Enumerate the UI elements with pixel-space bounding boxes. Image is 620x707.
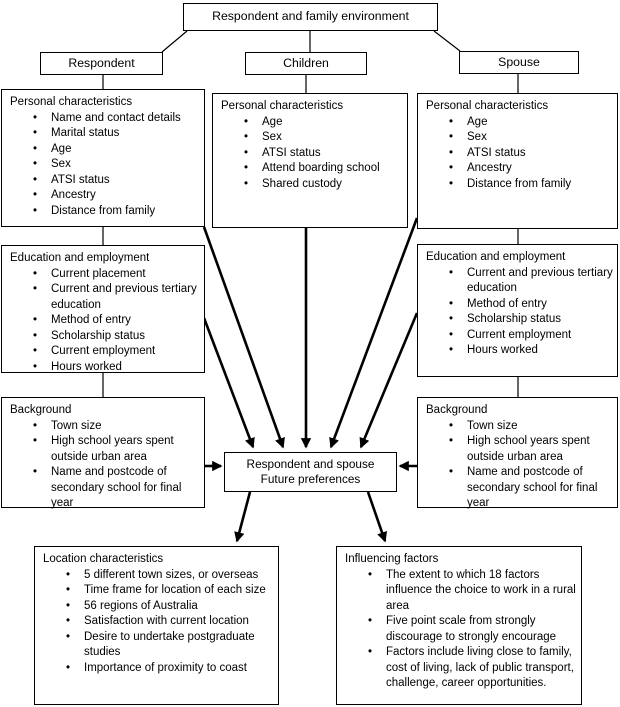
arrow-future-to-location [237, 492, 250, 541]
top-box [183, 3, 438, 31]
list-item: • Current and previous tertiary education [32, 282, 200, 313]
box-title: Personal characteristics [10, 96, 133, 108]
list-item: • Importance of proximity to coast [65, 661, 274, 677]
box-title: Location characteristics [43, 553, 164, 565]
list-item: • Ancestry [448, 161, 613, 177]
spouse-background-box [417, 397, 618, 508]
respondent-personal-box [1, 89, 205, 227]
list-item: • Marital status [32, 126, 200, 142]
connector-top-to-spouse [434, 31, 460, 51]
bullet-list [2, 419, 204, 512]
spouse-header-box [459, 51, 579, 74]
list-item: • ATSI status [243, 146, 403, 162]
bullet-list [2, 267, 204, 376]
list-item: • 5 different town sizes, or overseas [65, 568, 274, 584]
list-item: • Age [243, 115, 403, 131]
respondent-label: Respondent [68, 55, 135, 70]
bullet-list [418, 266, 617, 359]
list-item: • Factors include living close to family, cost of living, lack of public transport, challenge, career opportunities. [367, 645, 577, 692]
influencing-factors-box [336, 546, 582, 705]
respondent-education-box [1, 245, 205, 373]
list-item: • Distance from family [32, 204, 200, 220]
list-item: • Current placement [32, 267, 200, 283]
list-item: • Method of entry [448, 297, 613, 313]
arrow-respondent-education-to-future [204, 318, 253, 447]
list-item: • Name and postcode of secondary school for final year [448, 465, 613, 512]
box-title: Personal characteristics [426, 100, 549, 112]
bullet-list [2, 111, 204, 220]
list-item: • Name and contact details [32, 111, 200, 127]
future-preferences-line2: Future preferences [260, 472, 361, 486]
list-item: • Shared custody [243, 177, 403, 193]
bullet-list [213, 115, 407, 193]
list-item: • Sex [243, 130, 403, 146]
list-item: • High school years spent outside urban area [448, 434, 613, 465]
top-box-label: Respondent and family environment [212, 9, 409, 24]
arrow-spouse-education-to-future [361, 313, 417, 447]
box-title: Background [10, 404, 72, 416]
list-item: • The extent to which 18 factors influence the choice to work in a rural area [367, 568, 577, 615]
list-item: • Ancestry [32, 188, 200, 204]
list-item: • High school years spent outside urban area [32, 434, 200, 465]
box-title: Education and employment [10, 252, 150, 264]
list-item: • ATSI status [448, 146, 613, 162]
future-preferences-line1: Respondent and spouse [246, 457, 375, 471]
list-item: • 56 regions of Australia [65, 599, 274, 615]
list-item: • Five point scale from strongly discourage to strongly encourage [367, 614, 577, 645]
list-item: • Current and previous tertiary education [448, 266, 613, 297]
arrow-future-to-influencing [368, 492, 385, 541]
future-preferences-box [224, 452, 397, 492]
list-item: • Current employment [448, 328, 613, 344]
list-item: • Hours worked [32, 360, 200, 376]
children-header-box [245, 52, 367, 75]
spouse-education-box [417, 244, 618, 377]
respondent-header-box [40, 52, 163, 75]
location-characteristics-box [34, 546, 279, 705]
list-item: • Hours worked [448, 343, 613, 359]
spouse-label: Spouse [498, 54, 540, 69]
list-item: • Name and postcode of secondary school for final year [32, 465, 200, 512]
box-title: Education and employment [426, 251, 566, 263]
box-title: Background [426, 404, 488, 416]
list-item: • Sex [448, 130, 613, 146]
bullet-list [337, 568, 581, 692]
respondent-background-box [1, 397, 205, 508]
list-item: • Desire to undertake postgraduate studies [65, 630, 274, 661]
list-item: • Time frame for location of each size [65, 583, 274, 599]
connector-top-to-respondent [162, 31, 187, 52]
list-item: • Scholarship status [32, 329, 200, 345]
children-personal-box [212, 93, 408, 228]
list-item: • Scholarship status [448, 312, 613, 328]
spouse-personal-box [417, 93, 618, 229]
list-item: • Current employment [32, 344, 200, 360]
list-item: • Town size [32, 419, 200, 435]
list-item: • ATSI status [32, 173, 200, 189]
list-item: • Town size [448, 419, 613, 435]
list-item: • Sex [32, 157, 200, 173]
list-item: • Age [32, 142, 200, 158]
box-title: Personal characteristics [221, 100, 344, 112]
list-item: • Distance from family [448, 177, 613, 193]
list-item: • Satisfaction with current location [65, 614, 274, 630]
bullet-list [418, 419, 617, 512]
arrow-respondent-personal-to-future [204, 227, 283, 447]
children-label: Children [283, 55, 329, 70]
bullet-list [418, 115, 617, 193]
list-item: • Age [448, 115, 613, 131]
list-item: • Attend boarding school [243, 161, 403, 177]
box-title: Influencing factors [345, 553, 439, 565]
list-item: • Method of entry [32, 313, 200, 329]
bullet-list [35, 568, 278, 677]
